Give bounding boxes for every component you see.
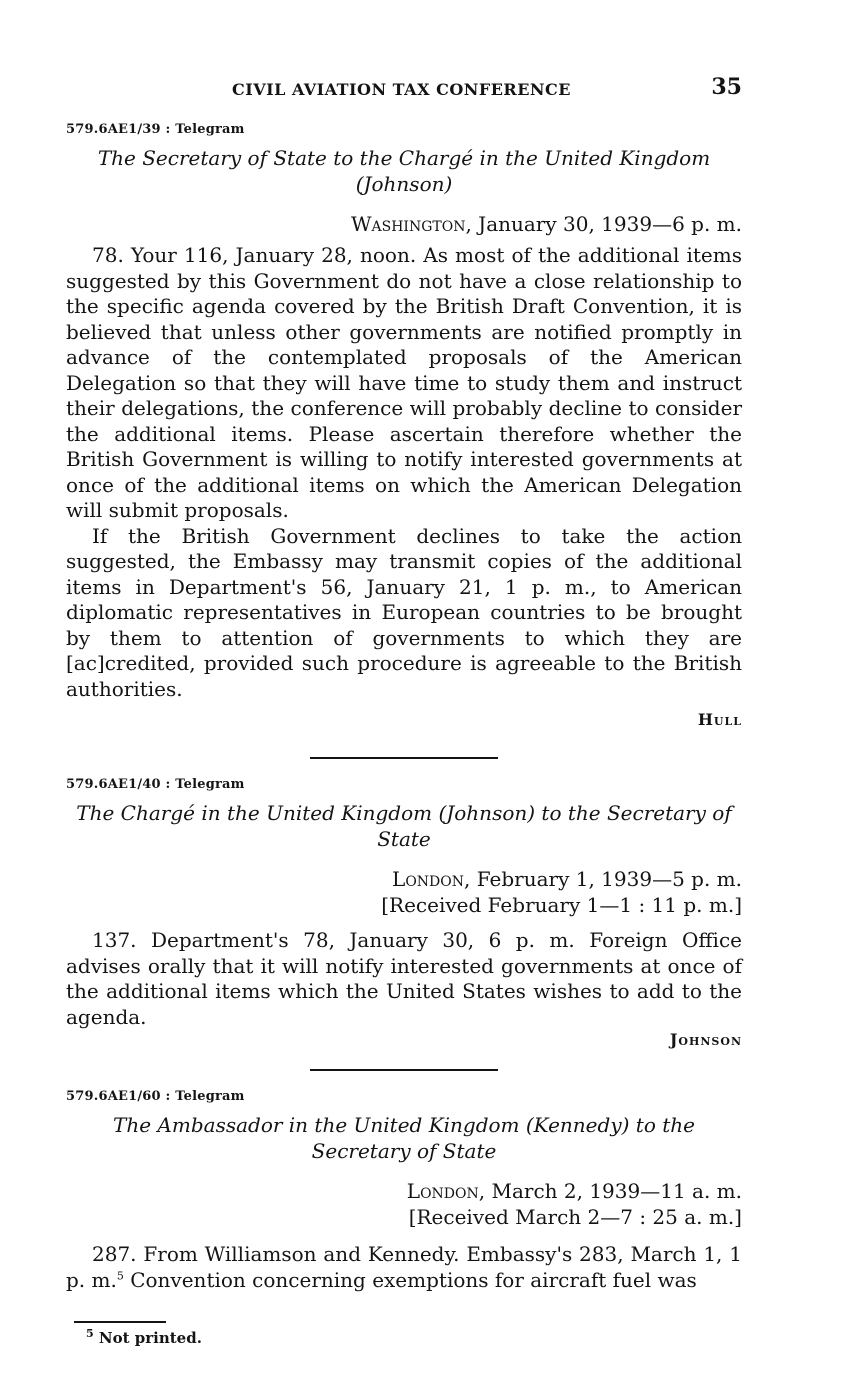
document-page <box>66 70 742 1347</box>
signature: Johnson <box>669 1030 742 1049</box>
dateline <box>66 211 742 237</box>
paragraph-start: 287. From Williamson and Kennedy. Embassy's 283, March 1, 1 p. m. <box>66 1242 742 1292</box>
file-reference: 579.6AE1/40 : Telegram <box>66 777 245 792</box>
file-reference: 579.6AE1/39 : Telegram <box>66 122 245 137</box>
received-line: [Received March 2—7 : 25 a. m.] <box>408 1205 742 1229</box>
running-title: CIVIL AVIATION TAX CONFERENCE <box>232 80 571 99</box>
running-header <box>66 70 742 104</box>
signature: Hull <box>697 710 742 729</box>
footnote-marker: 5 <box>86 1326 94 1340</box>
body-paragraph: If the British Government declines to take the action suggested, the Embassy may transmit copies of the additional items in Department's 56, January 21, 1 p. m., to American diplomatic representatives in European countries to be brought by them to attention of governments to which they are [ac]credited, provided such procedure is agreeable to the British authorities. <box>66 523 742 701</box>
file-reference: 579.6AE1/60 : Telegram <box>66 1089 245 1104</box>
section-divider <box>310 757 498 759</box>
dateline-place: London, <box>406 1179 486 1203</box>
footnote-rule <box>74 1321 166 1323</box>
received-line: [Received February 1—1 : 11 p. m.] <box>381 893 742 917</box>
dateline-date: January 30, 1939—6 p. m. <box>471 212 742 236</box>
document-title: The Secretary of State to the Chargé in the United Kingdom (Johnson) <box>97 146 711 196</box>
telegram-3 <box>66 1089 742 1293</box>
paragraph-end: Convention concerning exemptions for aircraft fuel was <box>123 1267 697 1292</box>
footnote-text: Not printed. <box>98 1328 202 1347</box>
document-title: The Chargé in the United Kingdom (Johnson) to the Secretary of State <box>76 801 732 851</box>
dateline <box>66 1178 742 1204</box>
dateline-date: March 2, 1939—11 a. m. <box>485 1179 742 1203</box>
footnote-reference: 5 <box>116 1268 124 1282</box>
body-paragraph <box>66 1242 742 1293</box>
body-paragraph: 78. Your 116, January 28, noon. As most of the additional items suggested by this Government do not have a close relationship to the specific agenda covered by the British Draft Convention, it is believed that unless other governments are notified promptly in advance of the contemplated proposals of the American Delegation so that they will have time to study them and instruct their delegations, the conference will probably decline to consider the additional items. Please ascertain therefore whether the British Government is willing to notify interested governments at once of the additional items on which the American Delegation will submit proposals. <box>66 243 742 522</box>
body-paragraph: 137. Department's 78, January 30, 6 p. m. Foreign Office advises orally that it will notify interested governments at once of the additional items which the United States wishes to add to the agenda. <box>66 928 742 1029</box>
dateline <box>66 866 742 892</box>
dateline-place: London, <box>392 867 471 891</box>
page-number: 35 <box>711 74 742 100</box>
telegram-1 <box>66 122 742 729</box>
dateline-place: Washington, <box>350 212 472 236</box>
dateline-date: February 1, 1939—5 p. m. <box>470 867 742 891</box>
telegram-2 <box>66 777 742 1049</box>
section-divider <box>310 1069 498 1071</box>
footnote <box>86 1326 742 1347</box>
document-title: The Ambassador in the United Kingdom (Kennedy) to the Secretary of State <box>113 1113 695 1163</box>
